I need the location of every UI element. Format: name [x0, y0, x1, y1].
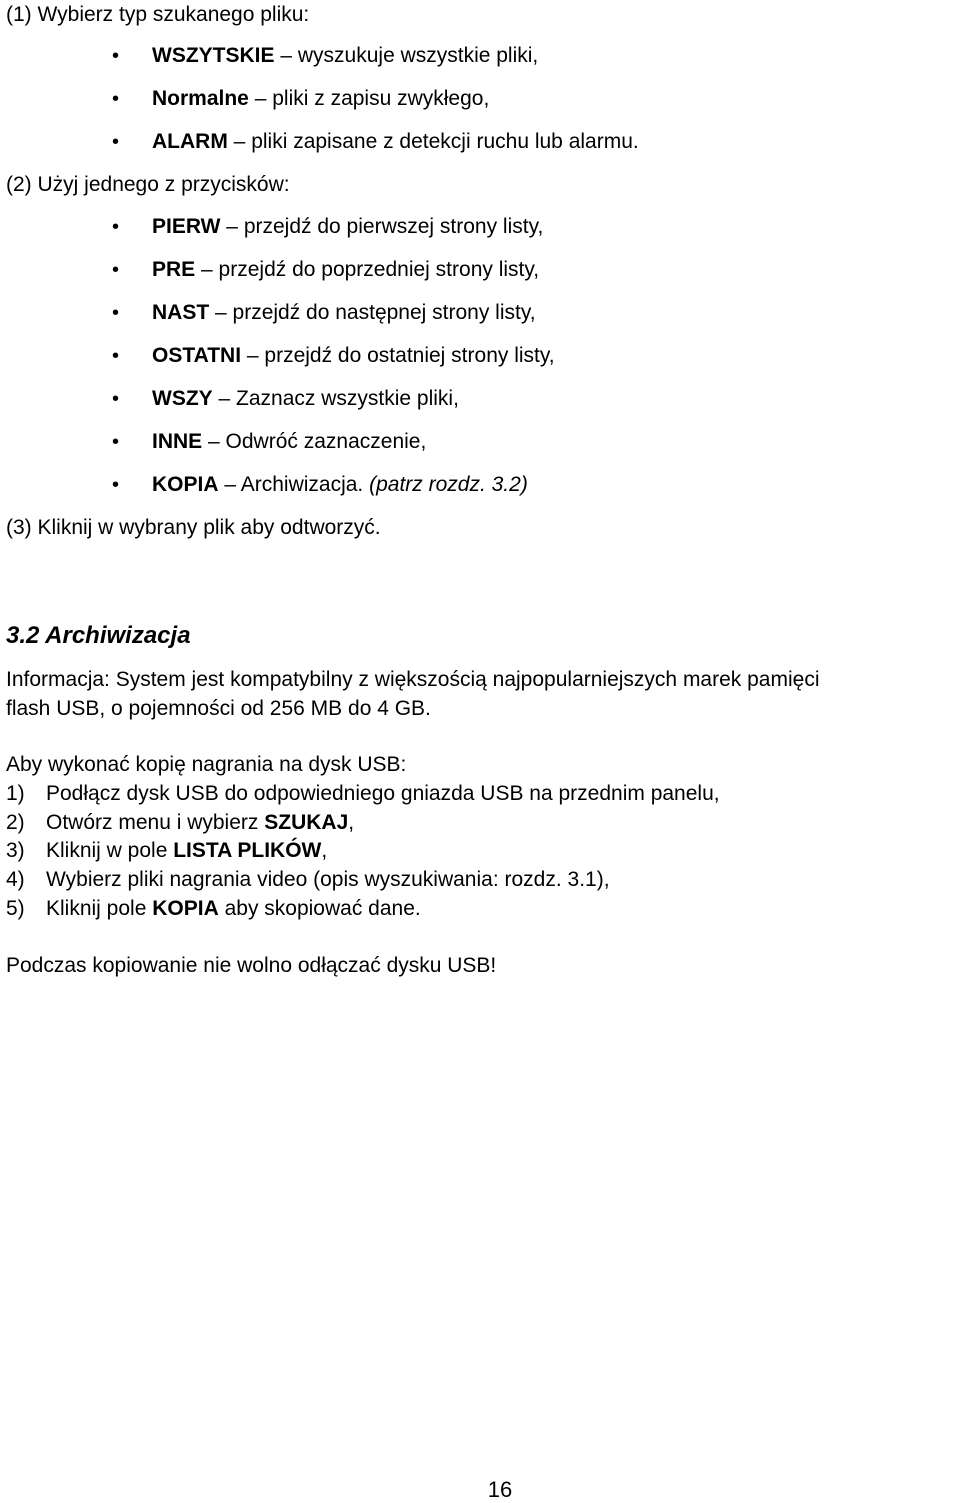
list-item: [112, 343, 555, 369]
bullet-icon: •: [112, 45, 120, 67]
numbered-step: [6, 896, 421, 922]
step-text: Wybierz pliki nagrania video (opis wyszukiwania: rozdz. 3.1),: [46, 868, 610, 891]
bullet-dash: –: [241, 344, 265, 367]
info-paragraph-line-1: Informacja: System jest kompatybilny z większością najpopularniejszych marek pamięci: [6, 668, 820, 691]
bullet-term: ALARM: [152, 130, 228, 153]
step-keyword: KOPIA: [152, 897, 219, 920]
bullet-dash: –: [227, 130, 252, 153]
bullet-desc: Odwróć zaznaczenie,: [225, 430, 427, 453]
bullet-icon: •: [112, 388, 120, 410]
bullet-dash: –: [212, 387, 237, 410]
step-text: Otwórz menu i wybierz: [46, 811, 265, 834]
bullet-desc: przejdź do pierwszej strony listy,: [243, 215, 544, 238]
bullet-term: KOPIA: [152, 473, 219, 496]
step-text: Podłącz dysk USB do odpowiedniego gniazda USB na przednim panelu,: [46, 782, 720, 805]
bullet-desc: przejdź do poprzedniej strony listy,: [218, 258, 540, 281]
bullet-term: PRE: [152, 258, 196, 281]
list-item: [112, 129, 639, 155]
step-keyword: LISTA PLIKÓW: [173, 839, 322, 862]
step-3-heading: (3) Kliknij w wybrany plik aby odtworzyć.: [6, 516, 381, 539]
section-reference: (patrz rozdz. 3.2): [369, 473, 528, 496]
page-number: 16: [487, 1477, 513, 1502]
numbered-step: [6, 781, 720, 807]
bullet-desc: przejdź do ostatniej strony listy,: [264, 344, 555, 367]
step-text-end: ,: [321, 839, 328, 862]
bullet-icon: •: [112, 345, 120, 367]
bullet-desc: Zaznacz wszystkie pliki,: [236, 387, 459, 410]
step-number: 4): [6, 868, 25, 891]
step-number: 2): [6, 811, 25, 834]
bullet-dash: –: [220, 215, 244, 238]
section-title: 3.2 Archiwizacja: [6, 622, 191, 649]
list-item: [112, 429, 426, 455]
bullet-dash: –: [209, 301, 233, 324]
bullet-dash: –: [195, 258, 219, 281]
bullet-icon: •: [112, 88, 120, 110]
warning-text: Podczas kopiowanie nie wolno odłączać dysku USB!: [6, 954, 497, 977]
list-item: [112, 214, 543, 240]
bullet-icon: •: [112, 474, 120, 496]
bullet-desc: pliki zapisane z detekcji ruchu lub alarmu.: [251, 130, 639, 153]
bullet-term: INNE: [152, 430, 203, 453]
step-number: 5): [6, 897, 25, 920]
bullet-term: NAST: [152, 301, 210, 324]
bullet-dash: –: [202, 430, 226, 453]
bullet-desc: Archiwizacja.: [240, 473, 370, 496]
numbered-step: [6, 838, 327, 864]
list-item: [112, 257, 539, 283]
numbered-step: [6, 867, 610, 893]
bullet-term: WSZYTSKIE: [152, 44, 275, 67]
list-item: [112, 43, 538, 69]
bullet-icon: •: [112, 302, 120, 324]
step-text: Kliknij w pole: [46, 839, 174, 862]
step-text: Kliknij pole: [46, 897, 153, 920]
bullet-desc: przejdź do następnej strony listy,: [232, 301, 536, 324]
bullet-icon: •: [112, 259, 120, 281]
numbered-step: [6, 810, 354, 836]
bullet-term: PIERW: [152, 215, 221, 238]
bullet-icon: •: [112, 131, 120, 153]
bullet-icon: •: [112, 431, 120, 453]
list-item: [112, 386, 459, 412]
list-item: [112, 300, 536, 326]
step-text-end: ,: [348, 811, 355, 834]
bullet-icon: •: [112, 216, 120, 238]
step-number: 1): [6, 782, 25, 805]
bullet-desc: pliki z zapisu zwykłego,: [272, 87, 490, 110]
bullet-term: OSTATNI: [152, 344, 242, 367]
step-1-heading: (1) Wybierz typ szukanego pliku:: [6, 3, 310, 26]
instructions-intro: Aby wykonać kopię nagrania na dysk USB:: [6, 753, 407, 776]
info-paragraph-line-2: flash USB, o pojemności od 256 MB do 4 GB.: [6, 697, 431, 720]
step-number: 3): [6, 839, 25, 862]
bullet-term: Normalne: [152, 87, 249, 110]
list-item: [112, 86, 489, 112]
bullet-dash: –: [248, 87, 273, 110]
bullet-dash: –: [218, 473, 241, 496]
step-2-heading: (2) Użyj jednego z przycisków:: [6, 173, 290, 196]
list-item: [112, 472, 528, 498]
step-keyword: SZUKAJ: [264, 811, 349, 834]
step-text-end: aby skopiować dane.: [218, 897, 421, 920]
bullet-term: WSZY: [152, 387, 213, 410]
bullet-dash: –: [274, 44, 298, 67]
bullet-desc: wyszukuje wszystkie pliki,: [297, 44, 539, 67]
